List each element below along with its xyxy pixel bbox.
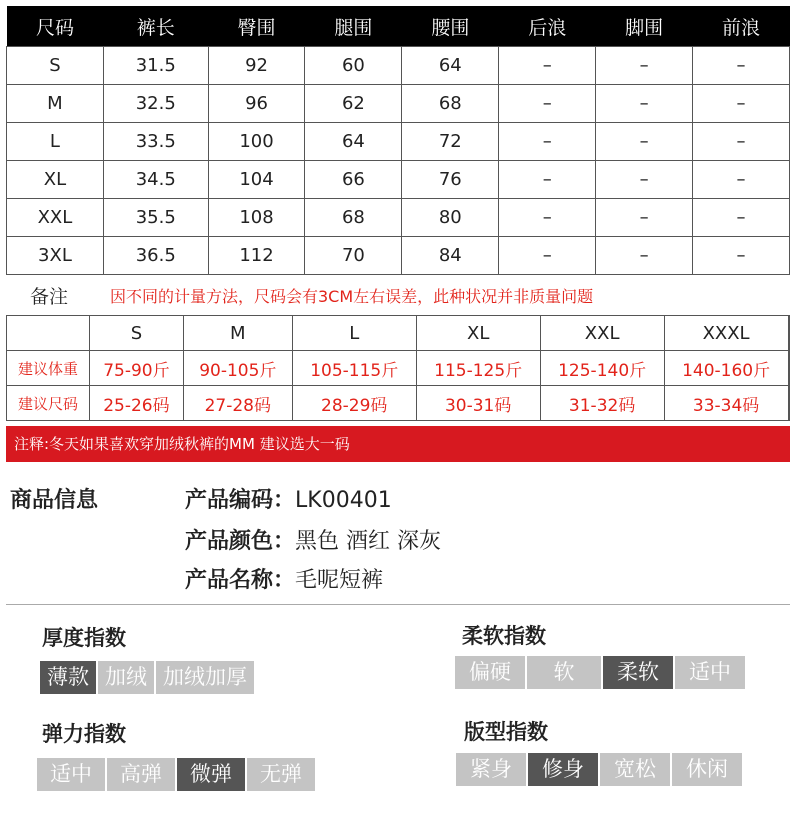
table-cell: 75-90斤 — [90, 351, 184, 386]
fit-index-title: 版型指数 — [464, 720, 548, 744]
header-cell: S — [90, 316, 184, 351]
size-chart-table — [6, 6, 790, 275]
table-cell: 84 — [402, 237, 499, 275]
table-cell: XXL — [7, 199, 104, 237]
thickness-index-options — [40, 661, 254, 694]
product-name-row — [185, 563, 383, 594]
elasticity-index-options — [37, 758, 315, 791]
table-cell: – — [596, 85, 693, 123]
table-cell: 31.5 — [103, 47, 208, 85]
table-cell: – — [693, 199, 790, 237]
table-cell: 80 — [402, 199, 499, 237]
header-cell: 前浪 — [693, 6, 790, 47]
header-cell: L — [292, 316, 416, 351]
softness-option-soft: 软 — [527, 656, 601, 689]
fit-option-casual: 休闲 — [672, 753, 742, 786]
table-cell: S — [7, 47, 104, 85]
table-cell: 25-26码 — [90, 386, 184, 421]
table-cell — [788, 386, 789, 421]
table-cell: – — [499, 199, 596, 237]
table-row — [7, 85, 790, 123]
table-cell: – — [596, 237, 693, 275]
softness-option-very-soft: 柔软 — [603, 656, 673, 689]
table-cell — [788, 351, 789, 386]
table-cell: 32.5 — [103, 85, 208, 123]
header-cell — [7, 316, 90, 351]
table-cell: 33.5 — [103, 123, 208, 161]
table-cell: 64 — [305, 123, 402, 161]
row-label: 建议尺码 — [7, 386, 90, 421]
softness-option-medium: 适中 — [675, 656, 745, 689]
table-cell: 108 — [208, 199, 305, 237]
remark-label: 备注 — [30, 286, 69, 308]
product-code-value: LK00401 — [295, 488, 392, 513]
table-cell: 31-32码 — [540, 386, 664, 421]
thickness-option-thin: 薄款 — [40, 661, 96, 694]
thickness-option-fleece: 加绒 — [98, 661, 154, 694]
product-info-title: 商品信息 — [10, 488, 99, 513]
header-cell: XL — [416, 316, 540, 351]
table-cell: – — [596, 123, 693, 161]
thickness-index-title: 厚度指数 — [42, 626, 126, 650]
table-cell: – — [596, 47, 693, 85]
header-cell — [788, 316, 789, 351]
table-cell: 3XL — [7, 237, 104, 275]
table-cell: 30-31码 — [416, 386, 540, 421]
table-cell: M — [7, 85, 104, 123]
table-cell: 68 — [402, 85, 499, 123]
table-cell: 115-125斤 — [416, 351, 540, 386]
size-chart-header — [7, 6, 790, 47]
section-divider — [6, 604, 790, 605]
softness-index-options — [455, 656, 745, 689]
header-cell: 腿围 — [305, 6, 402, 47]
table-cell: 28-29码 — [292, 386, 416, 421]
table-cell: 96 — [208, 85, 305, 123]
row-label: 建议体重 — [7, 351, 90, 386]
header-cell: 腰围 — [402, 6, 499, 47]
table-cell: 125-140斤 — [540, 351, 664, 386]
fit-option-tight: 紧身 — [456, 753, 526, 786]
table-row — [7, 123, 790, 161]
table-cell: L — [7, 123, 104, 161]
header-cell: XXL — [540, 316, 664, 351]
table-cell: – — [499, 123, 596, 161]
softness-index-title: 柔软指数 — [462, 624, 546, 648]
header-cell: 后浪 — [499, 6, 596, 47]
header-cell: 尺码 — [7, 6, 104, 47]
table-cell: 34.5 — [103, 161, 208, 199]
elasticity-option-slight: 微弹 — [177, 758, 245, 791]
table-cell: 92 — [208, 47, 305, 85]
header-cell: 臀围 — [208, 6, 305, 47]
table-cell: 66 — [305, 161, 402, 199]
fit-option-slim: 修身 — [528, 753, 598, 786]
table-cell: 36.5 — [103, 237, 208, 275]
product-code-label: 产品编码： — [185, 488, 296, 513]
table-row — [7, 386, 790, 421]
elasticity-option-none: 无弹 — [247, 758, 315, 791]
table-cell: 140-160斤 — [664, 351, 788, 386]
elasticity-option-high: 高弹 — [107, 758, 175, 791]
table-cell: – — [499, 237, 596, 275]
table-cell: 62 — [305, 85, 402, 123]
product-code-row — [185, 483, 392, 514]
table-row — [7, 161, 790, 199]
table-row — [7, 237, 790, 275]
table-cell: – — [693, 237, 790, 275]
recommendation-table — [6, 315, 790, 421]
table-cell: 70 — [305, 237, 402, 275]
note-banner: 注释:冬天如果喜欢穿加绒秋裤的MM 建议选大一码 — [6, 426, 790, 462]
table-cell: 60 — [305, 47, 402, 85]
table-row — [7, 47, 790, 85]
header-cell: M — [183, 316, 292, 351]
table-cell: – — [499, 85, 596, 123]
table-cell: 35.5 — [103, 199, 208, 237]
product-name-label: 产品名称： — [185, 568, 296, 593]
table-cell: – — [499, 161, 596, 199]
elasticity-index-title: 弹力指数 — [42, 722, 126, 746]
table-cell: – — [596, 199, 693, 237]
header-cell: 脚围 — [596, 6, 693, 47]
table-cell: 90-105斤 — [183, 351, 292, 386]
header-cell: XXXL — [664, 316, 788, 351]
fit-index-options — [456, 753, 742, 786]
table-cell: – — [693, 85, 790, 123]
table-cell: – — [499, 47, 596, 85]
table-cell: – — [693, 123, 790, 161]
product-color-label: 产品颜色： — [185, 529, 296, 554]
table-cell: 112 — [208, 237, 305, 275]
table-cell: XL — [7, 161, 104, 199]
remark-text: 因不同的计量方法，尺码会有3CM左右误差，此种状况并非质量问题 — [110, 287, 594, 306]
table-cell: – — [596, 161, 693, 199]
table-cell: – — [693, 161, 790, 199]
table-cell: 33-34码 — [664, 386, 788, 421]
table-cell: 76 — [402, 161, 499, 199]
table-cell: 64 — [402, 47, 499, 85]
header-cell: 裤长 — [103, 6, 208, 47]
table-cell: 68 — [305, 199, 402, 237]
recommendation-header — [7, 316, 790, 351]
product-name-value: 毛呢短裤 — [295, 568, 384, 593]
table-cell: 100 — [208, 123, 305, 161]
table-cell: 72 — [402, 123, 499, 161]
table-cell: 27-28码 — [183, 386, 292, 421]
table-cell: – — [693, 47, 790, 85]
product-color-row — [185, 524, 441, 555]
thickness-option-fleece-thick: 加绒加厚 — [156, 661, 254, 694]
elasticity-option-medium: 适中 — [37, 758, 105, 791]
table-cell: 105-115斤 — [292, 351, 416, 386]
table-row — [7, 199, 790, 237]
softness-option-hard: 偏硬 — [455, 656, 525, 689]
fit-option-loose: 宽松 — [600, 753, 670, 786]
table-cell: 104 — [208, 161, 305, 199]
table-row — [7, 351, 790, 386]
product-color-value: 黑色 酒红 深灰 — [295, 529, 442, 554]
